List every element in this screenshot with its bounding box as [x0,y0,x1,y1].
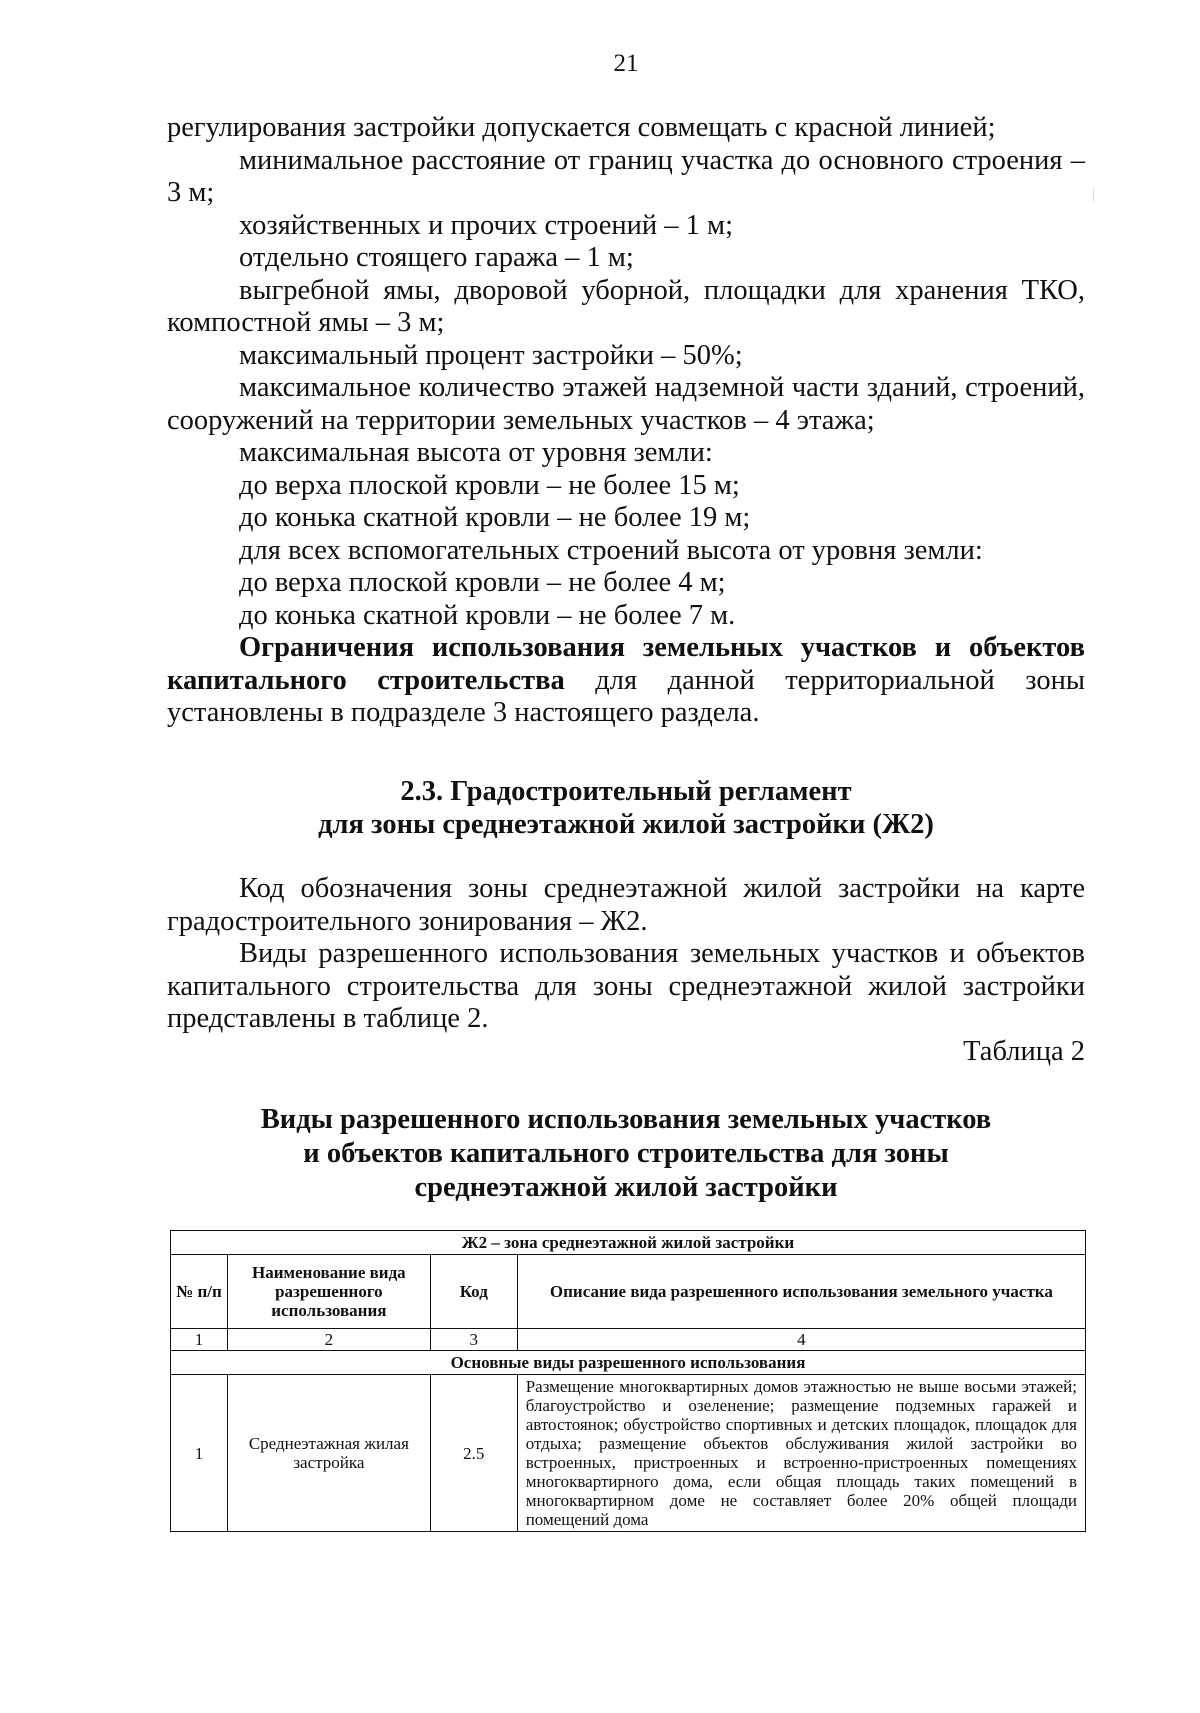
row-code: 2.5 [430,1375,517,1532]
group-header: Основные виды разрешенного использования [171,1351,1086,1375]
table-title-line2: и объектов капитального строительства для зоны [303,1138,949,1169]
section-body [167,873,1085,1036]
table-caption: Таблица 2 [963,1036,1085,1067]
table-title-line3: среднеэтажной жилой застройки [414,1172,838,1203]
header-description: Описание вида разрешенного использования земельного участка [517,1255,1085,1329]
section-title-line1: 2.3. Градостроительный регламент [400,776,852,807]
scan-artifact [1093,188,1094,202]
col-number: 4 [517,1329,1085,1351]
page-number: 21 [613,50,639,77]
paragraph: максимальный процент застройки – 50%; [239,339,743,371]
restrictions-paragraph [167,632,1085,730]
paragraph: отдельно стоящего гаража – 1 м; [239,242,634,273]
paragraph: максимальная высота от уровня земли: [239,437,713,468]
paragraph: до верха плоской кровли – не более 15 м; [239,469,740,501]
section-paragraph-1: Код обозначения зоны среднеэтажной жилой застройки на карте градостроительного зонирования – Ж2. [167,873,1085,937]
col-number: 1 [171,1329,228,1351]
restrictions-rest: для данной территориальной зоны установлены в подразделе 3 настоящего раздела. [167,664,1085,728]
body-text [167,112,1085,730]
table-title-line1: Виды разрешенного использования земельных участков [260,1104,992,1135]
col-number: 3 [430,1329,517,1351]
col-number: 2 [227,1329,430,1351]
row-number: 1 [171,1375,228,1532]
section-paragraph-2: Виды разрешенного использования земельных участков и объектов капитального строительства для зоны среднеэтажной жилой застройки представлены в таблице 2. [167,938,1085,1034]
row-name: Среднеэтажная жилая застройка [227,1375,430,1532]
paragraph: регулирования застройки допускается совмещать с красной линией; [167,112,996,143]
restrictions-bold: Ограничения использования земельных участков и объектов капитального строительства [167,632,1085,696]
regulation-table [170,1230,1086,1532]
paragraph: до конька скатной кровли – не более 19 м; [239,502,751,533]
paragraph: максимальное количество этажей надземной части зданий, строений, сооружений на территории земельных участков – 4 этажа; [167,372,1085,436]
header-code: Код [430,1255,517,1329]
row-description: Размещение многоквартирных домов этажностью не выше восьми этажей; благоустройство и озеленение; размещение подземных гаражей и автостоянок; обустройство спортивных и детских площадок, площадок для отдыха; размещение объектов обслуживания жилой застройки во встроенных, пристроенных и встроенно-пристроенных помещениях многоквартирного дома, если общая площадь таких помещений в многоквартирном доме не составляет более 20% общей площади помещений дома [517,1375,1085,1532]
section-title-line2: для зоны среднеэтажной жилой застройки (Ж2) [318,809,934,840]
paragraph: хозяйственных и прочих строений – 1 м; [239,209,733,241]
header-name: Наименование вида разрешенного использования [227,1255,430,1329]
header-number: № п/п [171,1255,228,1329]
paragraph: до конька скатной кровли – не более 7 м. [239,599,736,631]
zone-header: Ж2 – зона среднеэтажной жилой застройки [171,1231,1086,1255]
paragraph: до верха плоской кровли – не более 4 м; [239,567,726,598]
paragraph: выгребной ямы, дворовой уборной, площадки для хранения ТКО, компостной ямы – 3 м; [167,274,1085,338]
paragraph: минимальное расстояние от границ участка до основного строения – 3 м; [167,144,1085,208]
paragraph: для всех вспомогательных строений высота от уровня земли: [239,534,983,566]
table-row [171,1375,1086,1532]
